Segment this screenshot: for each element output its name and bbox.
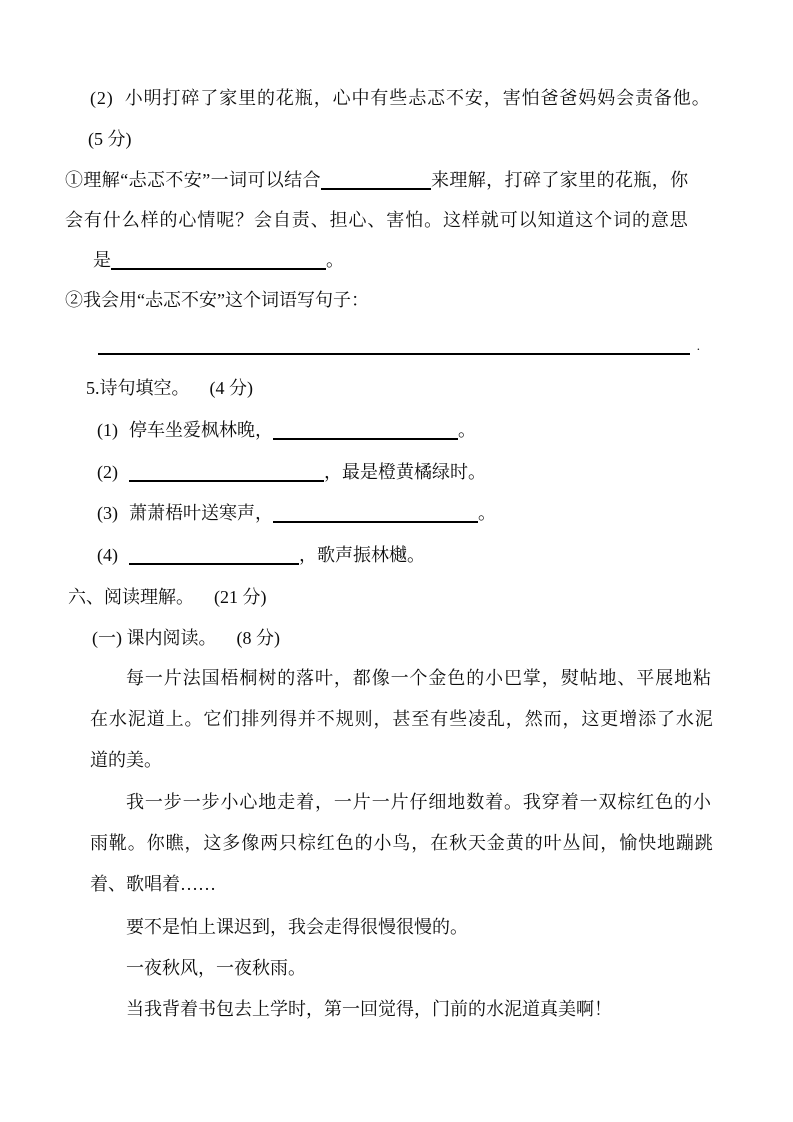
sentence-writing-line [98,330,700,355]
q4-item2-number: (2) [90,88,114,108]
passage-p1-line1: 每一片法国梧桐树的落叶，都像一个金色的小巴掌，熨帖地、平展地粘 [126,668,712,688]
q5-title: 5.诗句填空。 [86,378,190,398]
part1-title: (一) 课内阅读。 [92,628,217,648]
passage-p1-line3: 道的美。 [90,750,162,770]
q4-sub2-prompt [65,280,369,321]
poem-line-4-number: (4) [97,545,118,565]
passage-p2-line2: 雨靴。你瞧，这多像两只棕红色的小鸟，在秋天金黄的叶丛间，愉快地蹦跳 [90,833,714,853]
poem-blank-1 [273,424,458,440]
fill-blank-meaning [111,254,326,270]
poem-line-1-post: 。 [458,420,476,440]
passage-paragraph-5: 当我背着书包去上学时，第一回觉得，门前的水泥道真美啊！ [126,999,612,1019]
passage-paragraph-1 [90,658,714,781]
q4-item2-sentence: 小明打碎了家里的花瓶，心中有些忐忑不安，害怕爸爸妈妈会责备他。 [124,88,711,108]
poem-line-2 [97,452,486,493]
poem-blank-3 [273,507,478,523]
q4-sub1-line3-post: 。 [326,250,344,270]
poem-line-1-number: (1) [97,420,118,440]
part1-title-line [92,618,280,659]
poem-line-1 [97,410,476,451]
part1-points: (8 分) [236,628,280,648]
passage-paragraph-3: 要不是怕上课迟到，我会走得很慢很慢的。 [126,917,468,937]
poem-line-3 [97,493,496,534]
passage-p2-line3: 着、歌唱着…… [90,874,216,894]
section6-title-line [68,577,267,618]
poem-line-3-pre: 萧萧梧叶送寒声， [129,503,273,523]
poem-line-3-number: (3) [97,503,118,523]
q4-item2-sentence-line [90,78,711,119]
poem-line-4 [97,535,425,576]
passage-paragraph-2 [90,782,714,905]
q4-sub1-line2 [65,200,689,241]
q4-sub1-line2-text: 会有什么样的心情呢？会自责、担心、害怕。这样就可以知道这个词的意思 [65,210,689,230]
section6-title: 六、阅读理解。 [68,587,194,607]
poem-line-1-pre: 停车坐爱枫林晚， [129,420,273,440]
fill-blank-context [321,174,431,190]
q4-sub1-line1 [65,160,689,201]
passage-paragraph-4: 一夜秋风，一夜秋雨。 [126,958,306,978]
q4-item2-points [88,119,132,160]
poem-line-2-post: ，最是橙黄橘绿时。 [324,462,486,482]
line-end-period: . [696,338,700,353]
poem-blank-2 [129,466,324,482]
section6-points: (21 分) [214,587,267,607]
q4-sub1-line1-pre: ①理解“忐忑不安”一词可以结合 [65,170,321,190]
passage-p2-line1: 我一步一步小心地走着，一片一片仔细地数着。我穿着一双棕红色的小 [126,792,712,812]
points-label: (5 分) [88,129,132,149]
q4-sub1-line3-pre: 是 [93,250,111,270]
q4-sub1-line3 [93,240,344,281]
q4-sub2-prompt-text: ②我会用“忐忑不安”这个词语写句子： [65,290,369,310]
q5-points: (4 分) [209,378,253,398]
passage-p1-line2: 在水泥道上。它们排列得并不规则，甚至有些凌乱，然而，这更增添了水泥 [90,709,714,729]
poem-blank-4 [129,549,299,565]
q5-title-line [86,368,253,409]
poem-line-3-post: 。 [478,503,496,523]
q4-sub1-line1-post: 来理解，打碎了家里的花瓶，你 [430,170,689,190]
poem-line-2-number: (2) [97,462,118,482]
poem-line-4-post: ，歌声振林樾。 [299,545,425,565]
